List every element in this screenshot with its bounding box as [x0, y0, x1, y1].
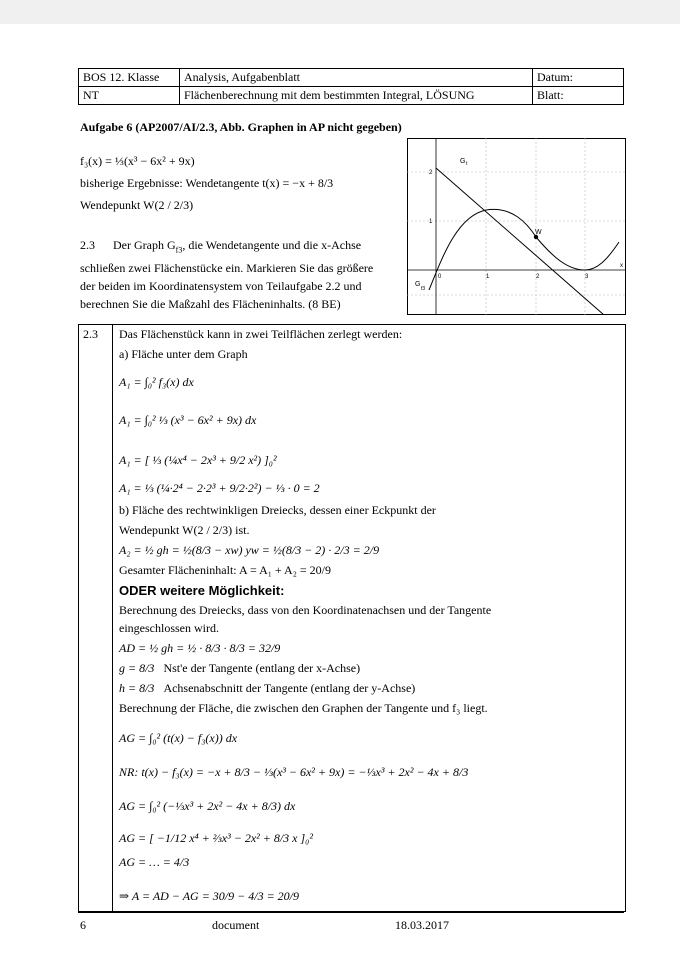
sol-line-15 — [119, 681, 415, 696]
footer-divider — [78, 912, 624, 913]
sol-oder-heading: ODER weitere Möglichkeit: — [119, 583, 285, 598]
sol-line-12: eingeschlossen wird. — [119, 621, 219, 635]
sol-line-22: ⇒ A = AD − AG = 30/9 − 4/3 = 20/9 — [119, 889, 299, 903]
sol-line-5: A₁ = [ ⅓ (¼x⁴ − 2x³ + 9/2 x²) ]₀² — [119, 453, 277, 467]
sol-line-16: Berechnung der Fläche, die zwischen den Graphen der Tangente und f₃ liegt. — [119, 701, 488, 715]
y-tick-2: 2 — [429, 170, 433, 176]
header-sheet-label: Blatt: — [533, 87, 624, 105]
label-gt-sub: t — [466, 161, 468, 167]
label-w: W — [535, 229, 542, 236]
x-tick-2: 2 — [536, 274, 540, 280]
task-line-3: der beiden im Koordinatensystem von Teilaufgabe 2.2 und — [80, 279, 362, 294]
label-gf: G — [415, 281, 421, 288]
function-graph — [407, 138, 626, 315]
sol-line-10: Gesamter Flächeninhalt: A = A₁ + A₂ = 20/9 — [119, 563, 331, 577]
prior-results: bisherige Ergebnisse: Wendetangente t(x) = −x + 8/3 — [80, 176, 334, 190]
sol-line-2: a) Fläche unter dem Graph — [119, 347, 248, 361]
inflection-point: Wendepunkt W(2 / 2/3) — [80, 198, 194, 212]
solution-box — [78, 324, 626, 912]
sol-line-4: A₁ = ∫₀² ⅓ (x³ − 6x² + 9x) dx — [119, 413, 257, 427]
task-line-2: schließen zwei Flächenstücke ein. Markieren Sie das größere — [80, 261, 374, 276]
header-type: NT — [79, 87, 180, 105]
sol-line-18: NR: t(x) − f₃(x) = −x + 8/3 − ⅓(x³ − 6x² + 9x) = −⅓x³ + 2x² − 4x + 8/3 — [119, 765, 469, 779]
label-gf-sub: f3 — [421, 286, 426, 292]
sol-line-9: A₂ = ½ gh = ½(8/3 − xw) yw = ½(8/3 − 2) · 2/3 = 2/9 — [119, 543, 380, 557]
sol-line-20: AG = [ −1/12 x⁴ + ⅔x³ − 2x² + 8/3 x ]₀² — [119, 831, 313, 845]
header-subject: Analysis, Aufgabenblatt — [180, 69, 533, 87]
sol-line-8: Wendepunkt W(2 / 2/3) ist. — [119, 523, 250, 537]
task-line-4: berechnen Sie die Maßzahl des Flächeninhalts. (8 BE) — [80, 297, 341, 312]
x-tick-3: 3 — [585, 274, 589, 280]
header-date-label: Datum: — [533, 69, 624, 87]
sol-line-15-math: h = 8/3 — [119, 681, 155, 695]
function-definition: f₃(x) = ⅓(x³ − 6x² + 9x) — [80, 154, 195, 168]
viewer-top-bar — [0, 0, 680, 24]
solution-number: 2.3 — [79, 325, 113, 911]
footer-date: 18.03.2017 — [395, 918, 449, 932]
x-axis-label: x — [620, 263, 623, 269]
task-text: 2.3 Der Graph $G_{f3}$, die Wendetangente und die x-Achse schließen zwei Flächenstücke ein. Markieren Sie das größere der beiden im Koordinatensystem von Teilaufgabe 2.2 und berechnen Sie die Maßzahl des Flächeninhalts. (8 BE) — [80, 236, 400, 313]
sol-line-7: b) Fläche des rechtwinkligen Dreiecks, dessen einer Eckpunkt der — [119, 503, 436, 517]
footer-doc: document — [212, 918, 260, 932]
sol-line-19: AG = ∫₀² (−⅓x³ + 2x² − 4x + 8/3) dx — [119, 799, 296, 813]
header-topic: Flächenberechnung mit dem bestimmten Integral, LÖSUNG — [180, 87, 533, 105]
header-table — [78, 68, 624, 105]
x-tick-1: 1 — [486, 274, 490, 280]
sol-line-14 — [119, 661, 360, 676]
sol-line-3: A₁ = ∫₀² f₃(x) dx — [119, 375, 194, 389]
sol-line-11: Berechnung des Dreiecks, dass von den Koordinatenachsen und der Tangente — [119, 603, 492, 617]
sol-line-1: Das Flächenstück kann in zwei Teilflächen zerlegt werden: — [119, 327, 403, 341]
task-title: Aufgabe 6 (AP2007/AI/2.3, Abb. Graphen in AP nicht gegeben) — [80, 120, 402, 134]
sol-line-17: AG = ∫₀² (t(x) − f₃(x)) dx — [119, 731, 238, 745]
sol-line-15-text: Achsenabschnitt der Tangente (entlang der y-Achse) — [163, 681, 416, 695]
sol-line-13: AD = ½ gh = ½ · 8/3 · 8/3 = 32/9 — [119, 641, 281, 655]
task-number: 2.3 — [80, 238, 95, 252]
sol-line-6: A₁ = ⅓ (¼·2⁴ − 2·2³ + 9/2·2²) − ⅓ · 0 = 2 — [119, 481, 320, 495]
sol-line-14-math: g = 8/3 — [119, 661, 155, 675]
footer-page: 6 — [80, 918, 86, 932]
x-tick-0: 0 — [438, 274, 442, 280]
sol-line-14-text: Nst'e der Tangente (entlang der x-Achse) — [163, 661, 361, 675]
label-gt: G — [460, 158, 466, 165]
sol-line-21: AG = … = 4/3 — [119, 855, 190, 869]
header-class: BOS 12. Klasse — [79, 69, 180, 87]
y-tick-1: 1 — [429, 219, 433, 225]
task-givens — [80, 150, 400, 216]
task-line-1b: , die Wendetangente und die x-Achse — [182, 238, 362, 252]
task-line-1: Der Graph G — [113, 238, 176, 252]
